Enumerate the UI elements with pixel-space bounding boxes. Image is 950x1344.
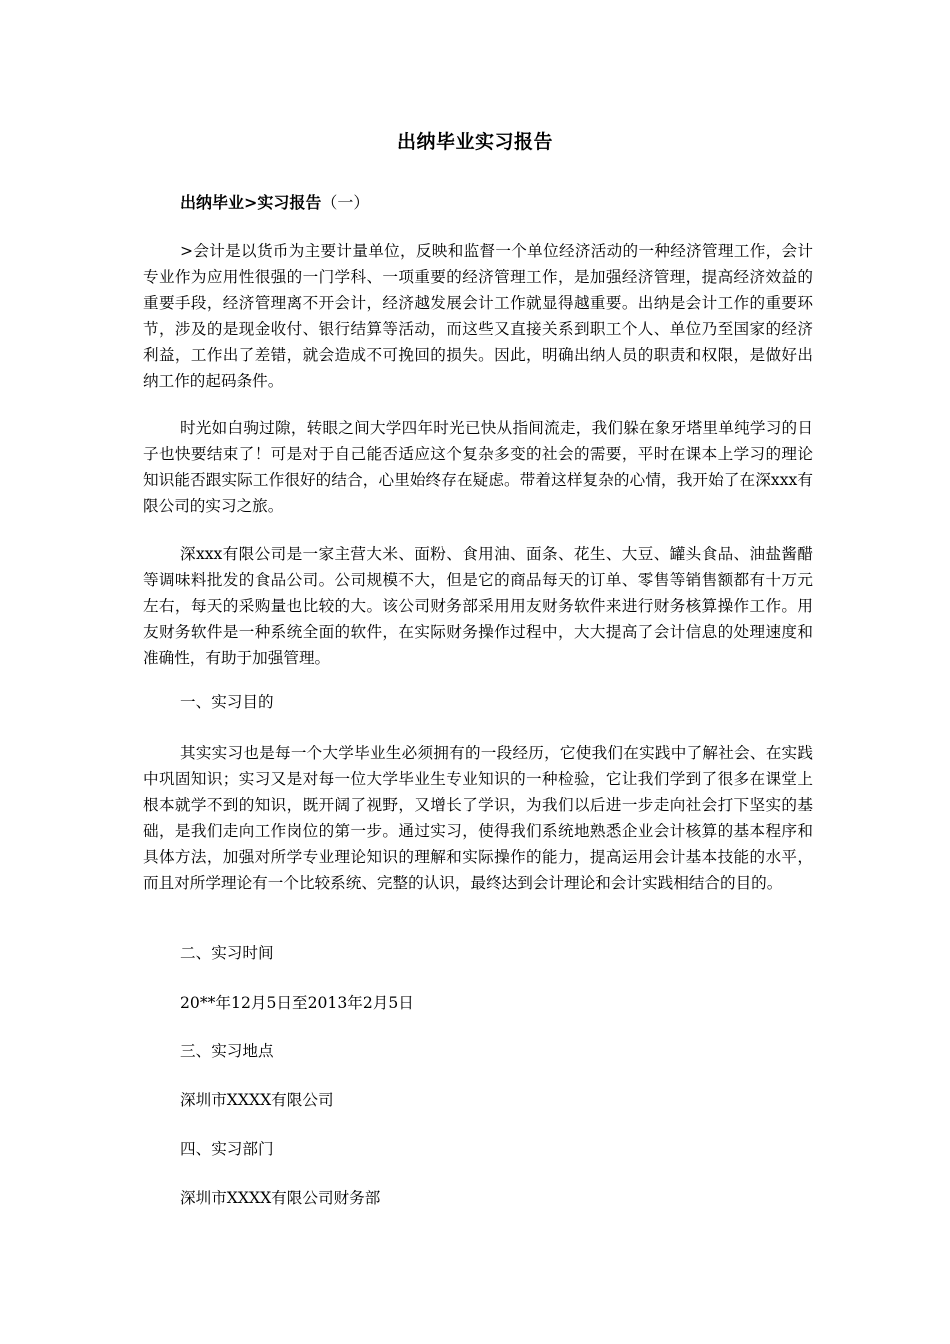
subtitle-suffix: （一）: [321, 193, 370, 212]
detail-time: 20**年12月5日至2013年2月5日: [180, 994, 414, 1012]
section-subtitle: [180, 190, 369, 216]
paragraph-intro: >会计是以货币为主要计量单位，反映和监督一个单位经济活动的一种经济管理工作，会计专业作为应用性很强的一门学科、一项重要的经济管理工作，是加强经济管理，提高经济效益的重要手段，经济管理离不开会计，经济越发展会计工作就显得越重要。出纳是会计工作的重要环节，涉及的是现金收付、银行结算等活动，而这些又直接关系到职工个人、单位乃至国家的经济利益，工作出了差错，就会造成不可挽回的损失。因此，明确出纳人员的职责和权限，是做好出纳工作的起码条件。: [143, 242, 813, 390]
detail-department: 深圳市XXXX有限公司财务部: [180, 1189, 381, 1207]
detail-location: 深圳市XXXX有限公司: [180, 1091, 334, 1109]
heading-department: 四、实习部门: [180, 1140, 274, 1158]
paragraph-reflection: 时光如白驹过隙，转眼之间大学四年时光已快从指间流走，我们躲在象牙塔里单纯学习的日子也快要结束了！可是对于自己能否适应这个复杂多变的社会的需要，平时在课本上学习的理论知识能否跟实际工作很好的结合，心里始终存在疑虑。带着这样复杂的心情，我开始了在深xxx有限公司的实习之旅。: [143, 419, 813, 515]
paragraph-purpose: 其实实习也是每一个大学毕业生必须拥有的一段经历，它使我们在实践中了解社会、在实践中巩固知识；实习又是对每一位大学毕业生专业知识的一种检验，它让我们学到了很多在课堂上根本就学不到的知识，既开阔了视野，又增长了学识，为我们以后进一步走向社会打下坚实的基础，是我们走向工作岗位的第一步。通过实习，使得我们系统地熟悉企业会计核算的基本程序和具体方法，加强对所学专业理论知识的理解和实际操作的能力，提高运用会计基本技能的水平，而且对所学理论有一个比较系统、完整的认识，最终达到会计理论和会计实践相结合的目的。: [143, 744, 813, 892]
paragraph-company: 深xxx有限公司是一家主营大米、面粉、食用油、面条、花生、大豆、罐头食品、油盐酱醋等调味料批发的食品公司。公司规模不大，但是它的商品每天的订单、零售等销售额都有十万元左右，每天的采购量也比较的大。该公司财务部采用用友财务软件来进行财务核算操作工作。用友财务软件是一种系统全面的软件，在实际财务操作过程中，大大提高了会计信息的处理速度和准确性，有助于加强管理。: [143, 545, 813, 667]
document-title: 出纳毕业实习报告: [396, 131, 553, 153]
heading-purpose: 一、实习目的: [180, 693, 274, 711]
heading-time: 二、实习时间: [180, 944, 274, 962]
subtitle-bold-text: 出纳毕业>实习报告: [180, 193, 322, 212]
heading-location: 三、实习地点: [180, 1042, 274, 1060]
